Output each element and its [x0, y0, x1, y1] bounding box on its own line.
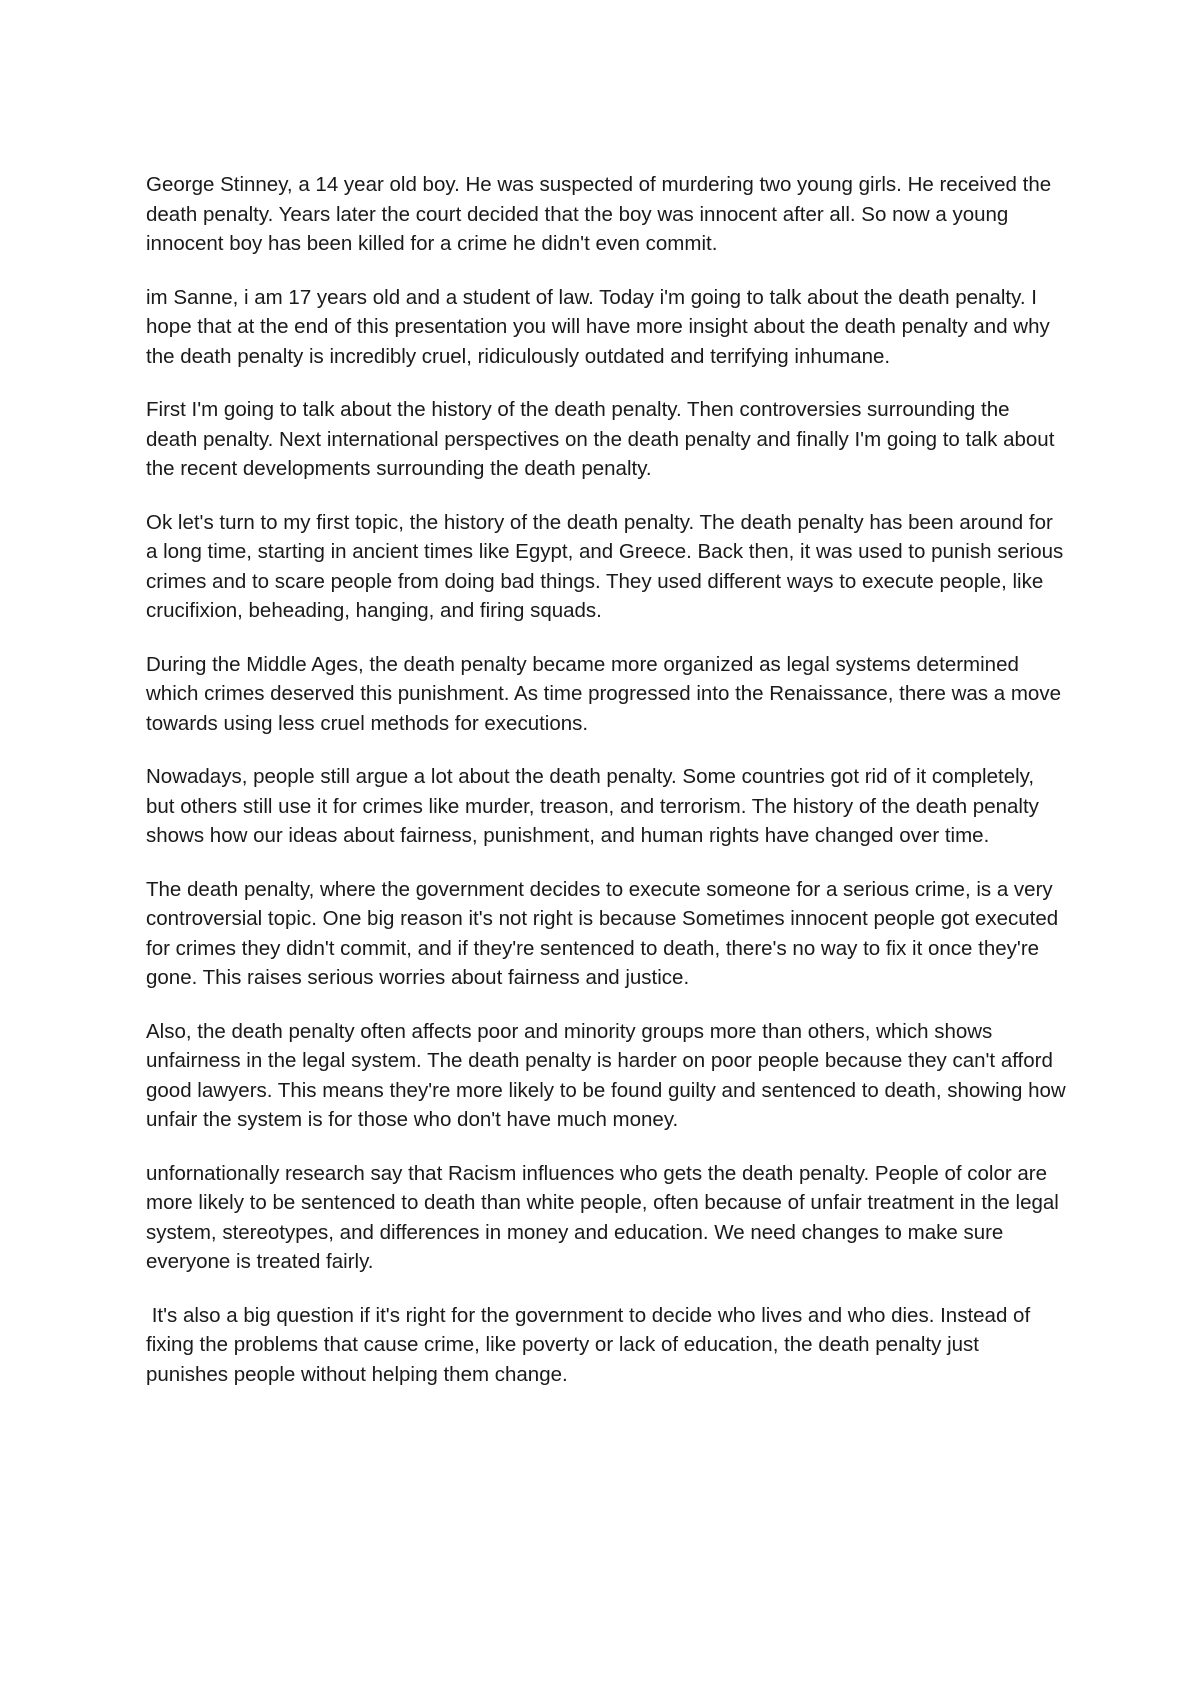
paragraph-9: unfornationally research say that Racism influences who gets the death penalty. People of color are more likely to be sentenced to death than white people, often because of unfair treatment in the legal system, stereotypes, and differences in money and education. We need changes to make sure everyone is treated fairly.: [146, 1161, 1065, 1273]
document-body: [146, 170, 1072, 1413]
paragraph-7: The death penalty, where the government decides to execute someone for a serious crime, is a very controversial topic. One big reason it's not right is because Sometimes innocent people got executed for crimes they didn't commit, and if they're sentenced to death, there's no way to fix it once they're gone. This raises serious worries about fairness and justice.: [146, 877, 1064, 989]
paragraph-5: During the Middle Ages, the death penalty became more organized as legal systems determined which crimes deserved this punishment. As time progressed into the Renaissance, there was a move towards using less cruel methods for executions.: [146, 652, 1067, 735]
paragraph-4: Ok let's turn to my first topic, the history of the death penalty. The death penalty has been around for a long time, starting in ancient times like Egypt, and Greece. Back then, it was used to punish serious crimes and to scare people from doing bad things. They used different ways to execute people, like crucifixion, beheading, hanging, and firing squads.: [146, 510, 1069, 622]
paragraph-8: Also, the death penalty often affects poor and minority groups more than others, which shows unfairness in the legal system. The death penalty is harder on poor people because they can't afford good lawyers. This means they're more likely to be found guilty and sentenced to death, showing how unfair the system is for those who don't have much money.: [146, 1019, 1072, 1131]
paragraph-2: im Sanne, i am 17 years old and a student of law. Today i'm going to talk about the death penalty. I hope that at the end of this presentation you will have more insight about the death penalty and why the death penalty is incredibly cruel, ridiculously outdated and terrifying inhumane.: [146, 285, 1056, 368]
paragraph-6: Nowadays, people still argue a lot about the death penalty. Some countries got rid of it completely, but others still use it for crimes like murder, treason, and terrorism. The history of the death penalty shows how our ideas about fairness, punishment, and human rights have changed over time.: [146, 765, 1045, 847]
paragraph-1: George Stinney, a 14 year old boy. He was suspected of murdering two young girls. He received the death penalty. Years later the court decided that the boy was innocent after all. So now a young innocent boy has been killed for a crime he didn't even commit.: [146, 173, 1057, 255]
paragraph-10: It's also a big question if it's right for the government to decide who lives and who dies. Instead of fixing the problems that cause crime, like poverty or lack of education, the death penalty just punishes people without helping them change.: [146, 1303, 1036, 1386]
paragraph-3: First I'm going to talk about the history of the death penalty. Then controversies surrounding the death penalty. Next international perspectives on the death penalty and finally I'm going to talk about the recent developments surrounding the death penalty.: [146, 398, 1061, 480]
